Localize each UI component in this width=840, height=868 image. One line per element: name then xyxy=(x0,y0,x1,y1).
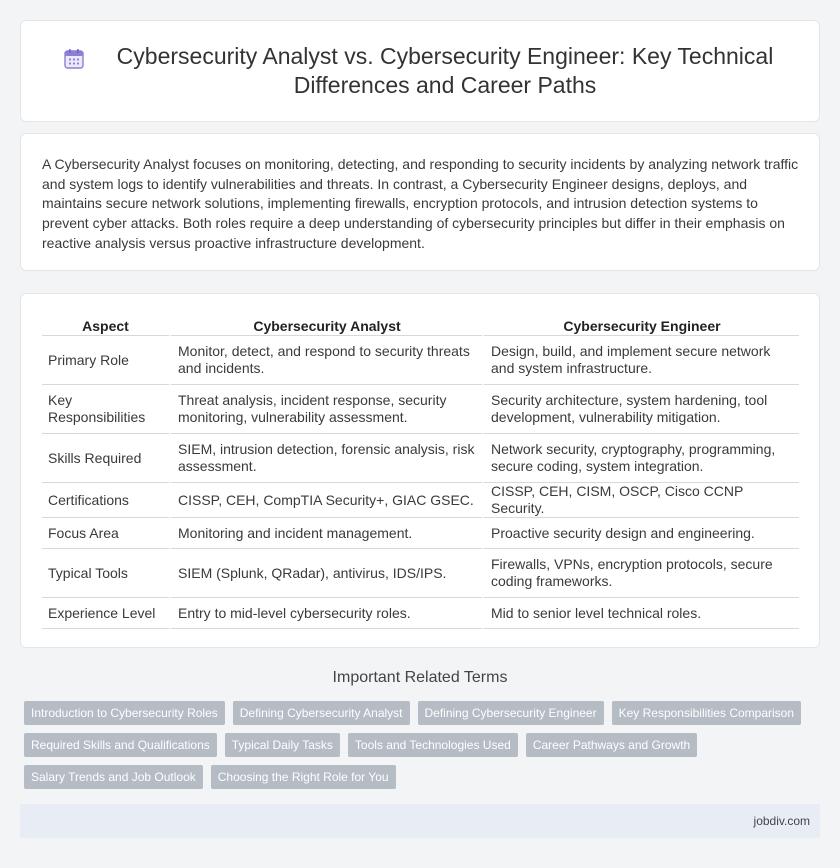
title-card xyxy=(20,20,820,122)
cell-engineer: Network security, cryptography, programming, secure coding, system integration. xyxy=(482,434,799,483)
cell-engineer: Mid to senior level technical roles. xyxy=(482,598,799,629)
tag-choosing-the-right-role-for-you[interactable]: Choosing the Right Role for You xyxy=(211,765,396,789)
cell-aspect: Focus Area xyxy=(42,518,169,549)
cell-analyst: Monitor, detect, and respond to security threats and incidents. xyxy=(169,336,482,385)
header-aspect: Aspect xyxy=(42,316,169,336)
tag-typical-daily-tasks[interactable]: Typical Daily Tasks xyxy=(225,733,340,757)
cell-engineer: CISSP, CEH, CISM, OSCP, Cisco CCNP Security. xyxy=(482,483,799,518)
cell-analyst: CISSP, CEH, CompTIA Security+, GIAC GSEC. xyxy=(169,483,482,518)
cell-aspect: Typical Tools xyxy=(42,549,169,598)
tag-defining-cybersecurity-engineer[interactable]: Defining Cybersecurity Engineer xyxy=(418,701,604,725)
cell-aspect: Key Responsibilities xyxy=(42,385,169,434)
table-row xyxy=(42,483,799,518)
cell-aspect: Experience Level xyxy=(42,598,169,629)
table-row xyxy=(42,336,799,385)
comparison-card xyxy=(20,293,820,648)
cell-analyst: SIEM, intrusion detection, forensic analysis, risk assessment. xyxy=(169,434,482,483)
footer-site-link[interactable]: jobdiv.com xyxy=(753,814,810,828)
table-row xyxy=(42,434,799,483)
cell-engineer: Design, build, and implement secure network and system infrastructure. xyxy=(482,336,799,385)
cell-analyst: SIEM (Splunk, QRadar), antivirus, IDS/IPS. xyxy=(169,549,482,598)
comparison-table xyxy=(42,316,799,629)
table-row xyxy=(42,518,799,549)
cell-engineer: Firewalls, VPNs, encryption protocols, secure coding frameworks. xyxy=(482,549,799,598)
tag-salary-trends-and-job-outlook[interactable]: Salary Trends and Job Outlook xyxy=(24,765,203,789)
related-terms-list xyxy=(24,701,814,789)
cell-engineer: Security architecture, system hardening, tool development, vulnerability mitigation. xyxy=(482,385,799,434)
related-terms-heading: Important Related Terms xyxy=(332,669,508,686)
cell-aspect: Primary Role xyxy=(42,336,169,385)
tag-required-skills-and-qualifications[interactable]: Required Skills and Qualifications xyxy=(24,733,217,757)
cell-engineer: Proactive security design and engineering. xyxy=(482,518,799,549)
cell-analyst: Monitoring and incident management. xyxy=(169,518,482,549)
header-analyst: Cybersecurity Analyst xyxy=(169,316,482,336)
tag-key-responsibilities-comparison[interactable]: Key Responsibilities Comparison xyxy=(612,701,801,725)
table-row xyxy=(42,385,799,434)
footer xyxy=(20,804,820,838)
tag-career-pathways-and-growth[interactable]: Career Pathways and Growth xyxy=(526,733,697,757)
cell-analyst: Entry to mid-level cybersecurity roles. xyxy=(169,598,482,629)
tag-introduction-to-cybersecurity-roles[interactable]: Introduction to Cybersecurity Roles xyxy=(24,701,225,725)
page-title: Cybersecurity Analyst vs. Cybersecurity Engineer: Key Technical Differences and Career Paths xyxy=(116,43,774,98)
intro-card xyxy=(20,133,820,271)
table-row xyxy=(42,549,799,598)
tag-tools-and-technologies-used[interactable]: Tools and Technologies Used xyxy=(348,733,518,757)
table-row xyxy=(42,598,799,629)
cell-aspect: Skills Required xyxy=(42,434,169,483)
intro-paragraph: A Cybersecurity Analyst focuses on monitoring, detecting, and responding to security incidents by analyzing network traffic and system logs to identify vulnerabilities and threats. In contrast, a Cybersecurity Engineer designs, deploys, and maintains secure network solutions, implementing firewalls, encryption protocols, and intrusion detection systems to prevent cyber attacks. Both roles require a deep understanding of cybersecurity principles but differ in their emphasis on reactive analysis versus proactive infrastructure development. xyxy=(42,156,799,251)
cell-aspect: Certifications xyxy=(42,483,169,518)
cell-analyst: Threat analysis, incident response, security monitoring, vulnerability assessment. xyxy=(169,385,482,434)
tag-defining-cybersecurity-analyst[interactable]: Defining Cybersecurity Analyst xyxy=(233,701,410,725)
header-engineer: Cybersecurity Engineer xyxy=(482,316,799,336)
table-header-row xyxy=(42,316,799,336)
